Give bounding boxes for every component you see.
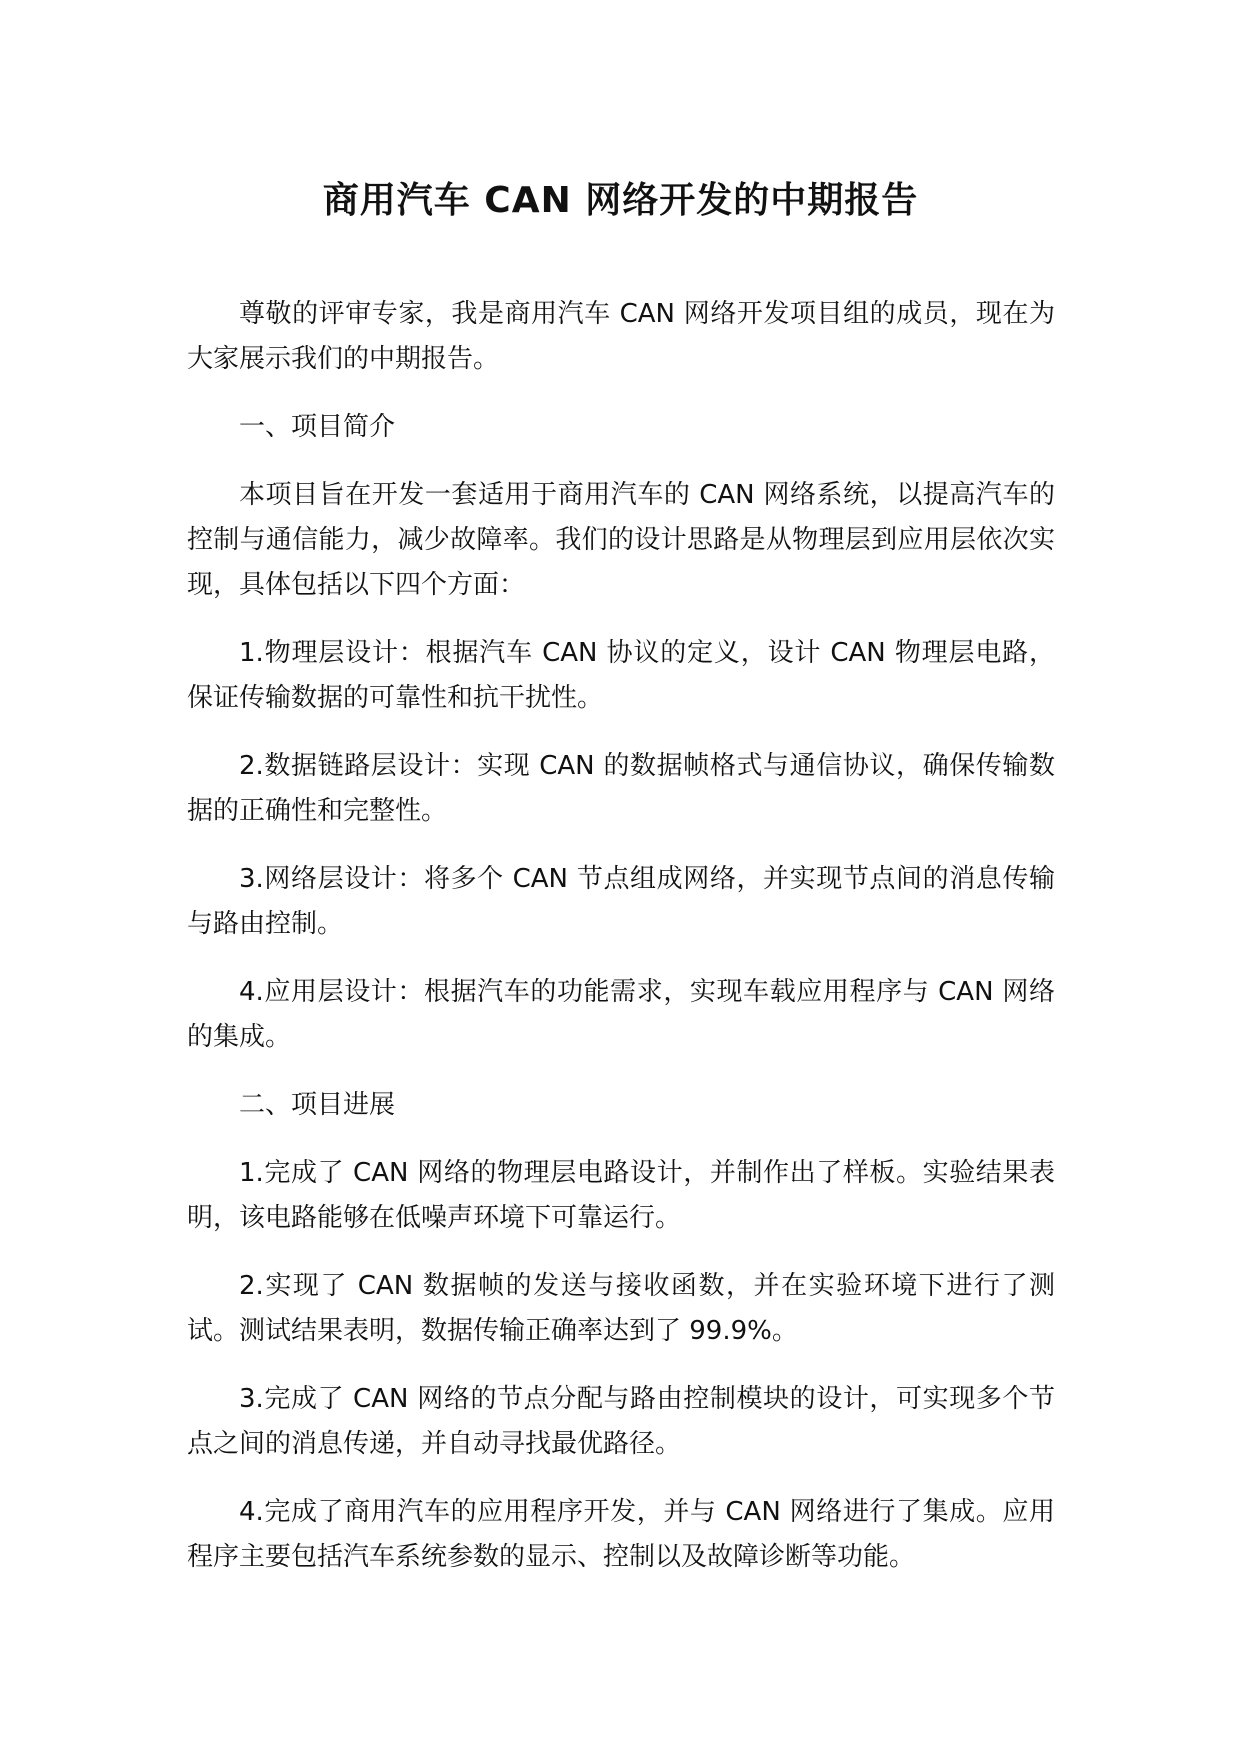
section-heading-overview: 一、项目简介 (239, 412, 396, 442)
overview-item-data-link-layer: 2.数据链路层设计：实现 CAN 的数据帧格式与通信协议，确保传输数据的正确性和完整性。 (187, 751, 1055, 826)
document-body (187, 292, 1055, 1603)
progress-item-1: 1.完成了 CAN 网络的物理层电路设计，并制作出了样板。实验结果表明，该电路能够在低噪声环境下可靠运行。 (187, 1158, 1055, 1233)
progress-item-3: 3.完成了 CAN 网络的节点分配与路由控制模块的设计，可实现多个节点之间的消息传递，并自动寻找最优路径。 (187, 1384, 1055, 1459)
progress-item-2: 2.实现了 CAN 数据帧的发送与接收函数，并在实验环境下进行了测试。测试结果表明，数据传输正确率达到了 99.9%。 (187, 1271, 1055, 1346)
overview-item-physical-layer: 1.物理层设计：根据汽车 CAN 协议的定义，设计 CAN 物理层电路，保证传输数据的可靠性和抗干扰性。 (187, 638, 1055, 713)
overview-item-network-layer: 3.网络层设计：将多个 CAN 节点组成网络，并实现节点间的消息传输与路由控制。 (187, 864, 1055, 939)
section-heading-progress: 二、项目进展 (239, 1090, 396, 1120)
overview-item-application-layer: 4.应用层设计：根据汽车的功能需求，实现车载应用程序与 CAN 网络的集成。 (187, 977, 1055, 1052)
progress-item-4: 4.完成了商用汽车的应用程序开发，并与 CAN 网络进行了集成。应用程序主要包括汽车系统参数的显示、控制以及故障诊断等功能。 (187, 1497, 1055, 1572)
overview-paragraph: 本项目旨在开发一套适用于商用汽车的 CAN 网络系统，以提高汽车的控制与通信能力，减少故障率。我们的设计思路是从物理层到应用层依次实现，具体包括以下四个方面： (187, 480, 1055, 600)
document-title: 商用汽车 CAN 网络开发的中期报告 (322, 180, 919, 221)
intro-paragraph: 尊敬的评审专家，我是商用汽车 CAN 网络开发项目组的成员，现在为大家展示我们的中期报告。 (187, 299, 1055, 374)
